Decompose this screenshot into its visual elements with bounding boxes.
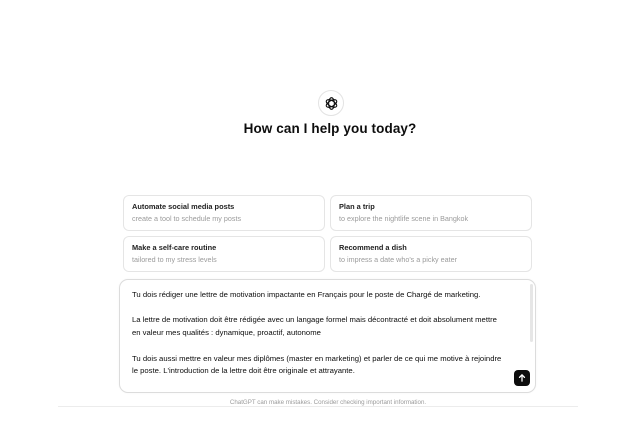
suggestion-title: Automate social media posts [132,202,235,211]
suggestion-card-plan-trip[interactable] [330,195,532,231]
disclaimer-text: ChatGPT can make mistakes. Consider checking important information. [229,399,427,406]
message-input[interactable]: Tu dois rédiger une lettre de motivation impactante en Français pour le poste de Chargé de marketing. La lettre de motivation doit être rédigée avec un langage formel mais décontracté et doit absolument mettre en valeur mes qualités : dynamique, proactif, autonome Tu dois aussi mettre en valeur mes diplômes (master en marketing) et parler de ce qui me motive à rejoindre le poste. L'introduction de la lettre doit être originale et attrayante. [132,290,502,376]
openai-logo-icon [318,90,344,116]
suggestion-title: Plan a trip [339,202,375,211]
suggestion-card-recommend-dish[interactable] [330,236,532,272]
arrow-up-icon [517,373,527,383]
page-title: How can I help you today? [243,121,417,136]
suggestion-subtitle: to impress a date who's a picky eater [339,255,458,264]
footer-divider [58,406,578,407]
suggestion-card-automate-social-media[interactable] [123,195,325,231]
composer-scrollbar-thumb[interactable] [530,284,533,342]
suggestion-title: Make a self-care routine [132,243,217,252]
suggestion-subtitle: create a tool to schedule my posts [132,214,242,223]
suggestion-subtitle: tailored to my stress levels [132,255,217,264]
message-composer[interactable] [119,279,536,393]
suggestion-card-self-care-routine[interactable] [123,236,325,272]
suggestion-title: Recommend a dish [339,243,407,252]
composer-scrollbar[interactable] [530,284,533,388]
suggestion-grid [123,195,533,272]
suggestion-subtitle: to explore the nightlife scene in Bangkok [339,214,469,223]
send-button[interactable] [514,370,530,386]
